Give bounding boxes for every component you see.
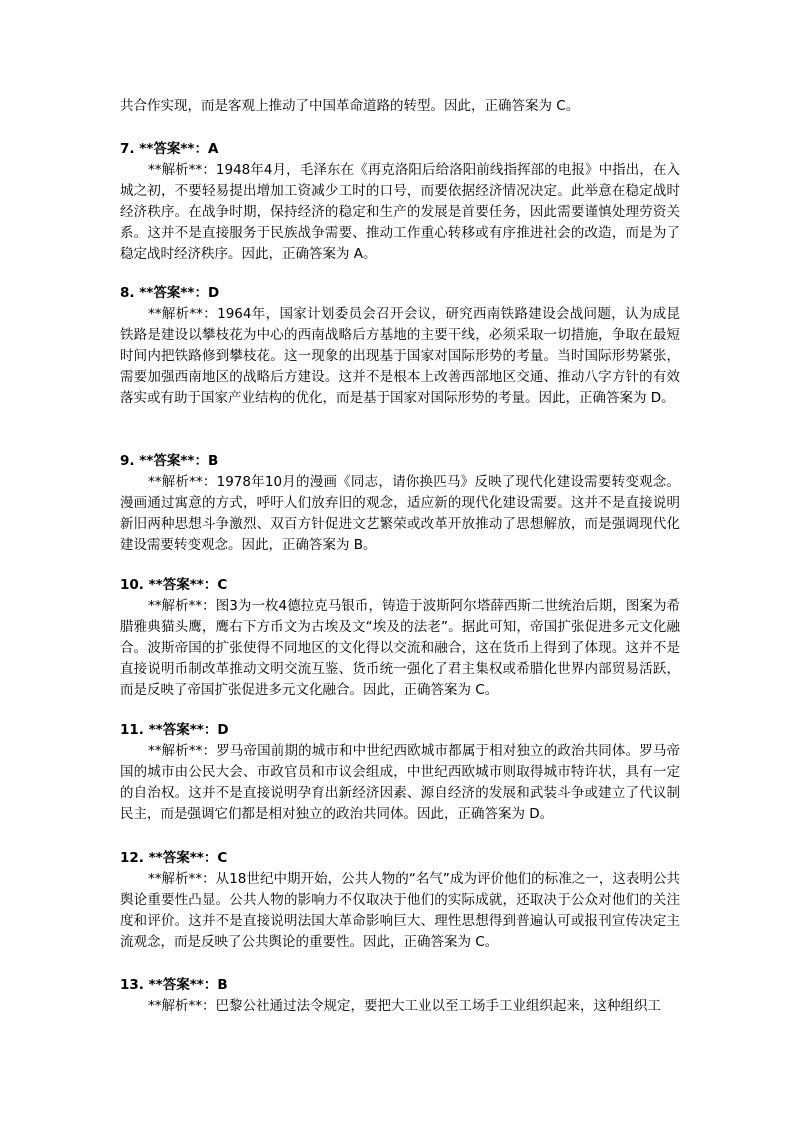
continued-paragraph: 共合作实现，而是客观上推动了中国革命道路的转型。因此，正确答案为 C。 — [120, 98, 580, 114]
question-7 — [120, 139, 680, 265]
question-11 — [120, 720, 680, 825]
analysis-paragraph: **解析**：1948年4月，毛泽东在《再克洛阳后给洛阳前线指挥部的电报》中指出，在入城之初，不要轻易提出增加工资减少工时的口号，而要依据经济情况决定。此举意在稳定战时经济秩序。在战争时期，保持经济的稳定和生产的发展是首要任务，因此需要谨慎处理劳资关系。这并不是直接服务于民族战争需要、推动工作重心转移或有序推进社会的改造，而是为了稳定战时经济秩序。因此，正确答案为 A。 — [120, 162, 680, 262]
question-13 — [120, 975, 680, 1017]
analysis-paragraph: **解析**：罗马帝国前期的城市和中世纪西欧城市都属于相对独立的政治共同体。罗马帝国的城市由公民大会、市政官员和市议会组成，中世纪西欧城市则取得城市特许状，具有一定的自治权。这并不是直接说明孕育出新经济因素、源自经济的发展和武装斗争或建立了代议制民主，而是强调它们都是相对独立的政治共同体。因此，正确答案为 D。 — [120, 743, 680, 822]
question-12 — [120, 848, 680, 953]
answer-line: 11. **答案**：D — [120, 722, 229, 738]
answer-line: 13. **答案**：B — [120, 977, 228, 993]
analysis-paragraph: **解析**：图3为一枚4德拉克马银币，铸造于波斯阿尔塔薛西斯二世统治后期，图案为希腊雅典猫头鹰，鹰右下方币文为古埃及文“埃及的法老”。据此可知，帝国扩张促进多元文化融合。波斯帝国的扩张使得不同地区的文化得以交流和融合，这在货币上得到了体现。这并不是直接说明币制改革推动文明交流互鉴、货币统一强化了君主集权或希腊化世界内部贸易活跃，而是反映了帝国扩张促进多元文化融合。因此，正确答案为 C。 — [120, 598, 680, 698]
question-9 — [120, 451, 680, 556]
answer-line: 10. **答案**：C — [120, 577, 228, 593]
answer-line: 9. **答案**：B — [120, 453, 219, 469]
answer-line: 7. **答案**：A — [120, 141, 219, 157]
analysis-paragraph: **解析**：从18世纪中期开始，公共人物的“名气”成为评价他们的标准之一，这表明公共舆论重要性凸显。公共人物的影响力不仅取决于他们的实际成就，还取决于公众对他们的关注度和评价。这并不是直接说明法国大革命影响巨大、理性思想得到普遍认可或报刊宣传决定主流观念，而是反映了公共舆论的重要性。因此，正确答案为 C。 — [120, 871, 680, 950]
analysis-paragraph: **解析**：巴黎公社通过法令规定，要把大工业以至工场手工业组织起来，这种组织工 — [148, 998, 661, 1014]
analysis-paragraph: **解析**：1964年，国家计划委员会召开会议，研究西南铁路建设会战问题，认为成昆铁路是建设以攀枝花为中心的西南战略后方基地的主要干线，必须采取一切措施，争取在最短时间内把铁路修到攀枝花。这一现象的出现基于国家对国际形势的考量。当时国际形势紧张，需要加强西南地区的战略后方建设。这并不是根本上改善西部地区交通、推动八字方针的有效落实或有助于国家产业结构的优化，而是基于国家对国际形势的考量。因此，正确答案为 D。 — [120, 306, 680, 406]
analysis-paragraph: **解析**：1978年10月的漫画《同志，请你换匹马》反映了现代化建设需要转变观念。漫画通过寓意的方式，呼吁人们放弃旧的观念，适应新的现代化建设需要。这并不是直接说明新旧两种思想斗争激烈、双百方针促进文艺繁荣或改革开放推动了思想解放，而是强调现代化建设需要转变观念。因此，正确答案为 B。 — [120, 474, 680, 553]
question-8 — [120, 283, 680, 409]
answer-line: 8. **答案**：D — [120, 285, 220, 301]
answer-line: 12. **答案**：C — [120, 850, 228, 866]
question-10 — [120, 575, 680, 701]
